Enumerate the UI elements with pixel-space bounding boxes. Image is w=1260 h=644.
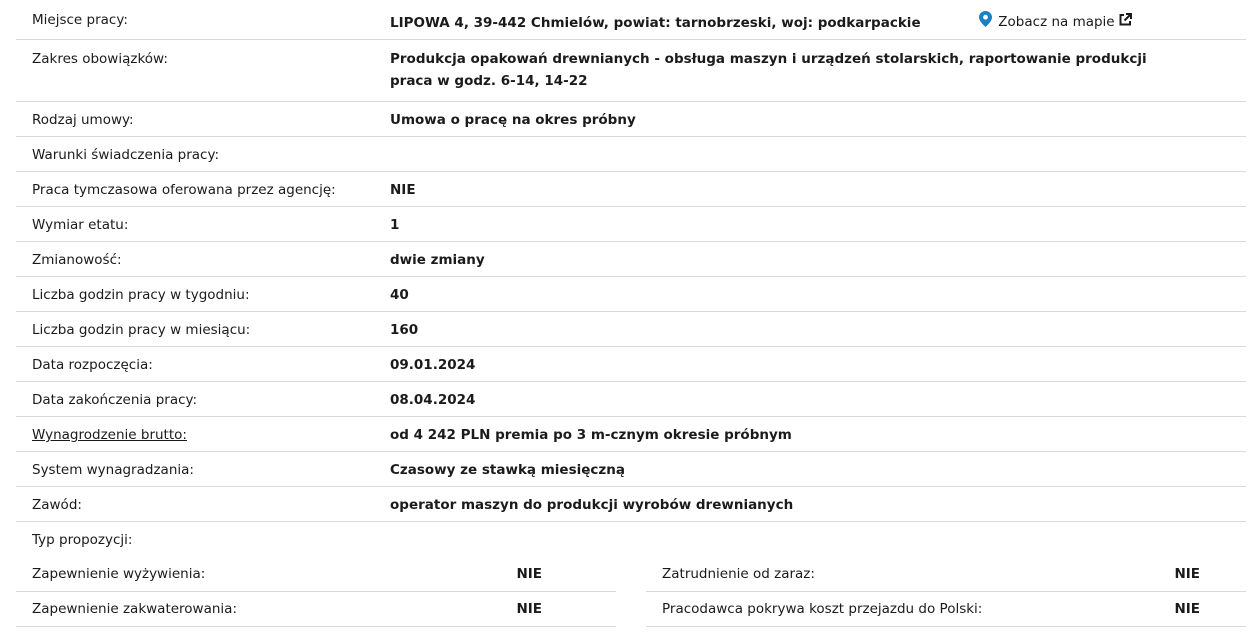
flag-accommodation-label: Zapewnienie zakwaterowania: [32, 601, 237, 617]
external-link-icon [1119, 13, 1132, 31]
flag-travel-label: Pracodawca pokrywa koszt przejazdu do Polski: [662, 601, 983, 617]
offer-type-label: Typ propozycji: [32, 532, 133, 548]
workplace-address: LIPOWA 4, 39-442 Chmielów, powiat: tarnobrzeski, woj: podkarpackie [390, 15, 921, 31]
start-date-value: 09.01.2024 [390, 357, 476, 373]
workplace-label: Miejsce pracy: [32, 12, 128, 28]
flag-row-immediate [646, 557, 1246, 592]
contract-type-value: Umowa o pracę na okres próbny [390, 112, 636, 128]
salary-value: od 4 242 PLN premia po 3 m-cznym okresie próbnym [390, 427, 792, 443]
row-salary [16, 417, 1246, 452]
flag-row-accommodation [16, 592, 616, 627]
monthly-hours-value: 160 [390, 322, 419, 338]
row-offer-type [16, 522, 1246, 557]
flag-travel-value: NIE [1174, 601, 1200, 617]
start-date-label: Data rozpoczęcia: [32, 357, 153, 373]
temp-work-label: Praca tymczasowa oferowana przez agencję: [32, 182, 336, 198]
flag-row-travel [646, 592, 1246, 627]
flag-accommodation-value: NIE [516, 601, 542, 617]
pay-system-value: Czasowy ze stawką miesięczną [390, 462, 625, 478]
workplace-value [390, 11, 1246, 32]
map-link-label: Zobacz na mapie [998, 13, 1115, 30]
flag-meals-value: NIE [516, 566, 542, 582]
occupation-value: operator maszyn do produkcji wyrobów drewnianych [390, 497, 794, 513]
occupation-label: Zawód: [32, 497, 82, 513]
end-date-label: Data zakończenia pracy: [32, 392, 198, 408]
map-pin-icon [979, 11, 992, 32]
offer-flags-right [646, 557, 1246, 627]
row-occupation [16, 487, 1246, 522]
weekly-hours-value: 40 [390, 287, 409, 303]
row-weekly-hours [16, 277, 1246, 312]
fte-label: Wymiar etatu: [32, 217, 129, 233]
row-start-date [16, 347, 1246, 382]
flag-immediate-value: NIE [1174, 566, 1200, 582]
row-end-date [16, 382, 1246, 417]
shifts-value: dwie zmiany [390, 252, 485, 268]
temp-work-value: NIE [390, 182, 416, 198]
row-pay-system [16, 452, 1246, 487]
salary-label[interactable]: Wynagrodzenie brutto: [32, 427, 187, 443]
row-workplace [16, 0, 1246, 40]
job-details-table [16, 0, 1246, 627]
flag-meals-label: Zapewnienie wyżywienia: [32, 566, 206, 582]
duties-value [390, 48, 1246, 92]
work-conditions-label: Warunki świadczenia pracy: [32, 147, 220, 163]
shifts-label: Zmianowość: [32, 252, 122, 268]
duties-label: Zakres obowiązków: [32, 51, 168, 67]
fte-value: 1 [390, 217, 400, 233]
offer-flags-grid [16, 557, 1246, 627]
flag-immediate-label: Zatrudnienie od zaraz: [662, 566, 815, 582]
row-shifts [16, 242, 1246, 277]
flag-row-meals [16, 557, 616, 592]
contract-type-label: Rodzaj umowy: [32, 112, 134, 128]
monthly-hours-label: Liczba godzin pracy w miesiącu: [32, 322, 251, 338]
offer-flags-left [16, 557, 616, 627]
end-date-value: 08.04.2024 [390, 392, 476, 408]
weekly-hours-label: Liczba godzin pracy w tygodniu: [32, 287, 250, 303]
row-contract-type [16, 102, 1246, 137]
row-monthly-hours [16, 312, 1246, 347]
duties-line-1: Produkcja opakowań drewnianych - obsługa maszyn i urządzeń stolarskich, raportowanie produkcji [390, 51, 1147, 67]
row-work-conditions [16, 137, 1246, 172]
map-link[interactable] [979, 11, 1131, 32]
row-fte [16, 207, 1246, 242]
row-temp-work [16, 172, 1246, 207]
pay-system-label: System wynagradzania: [32, 462, 194, 478]
row-duties [16, 40, 1246, 102]
duties-line-2: praca w godz. 6-14, 14-22 [390, 73, 588, 89]
